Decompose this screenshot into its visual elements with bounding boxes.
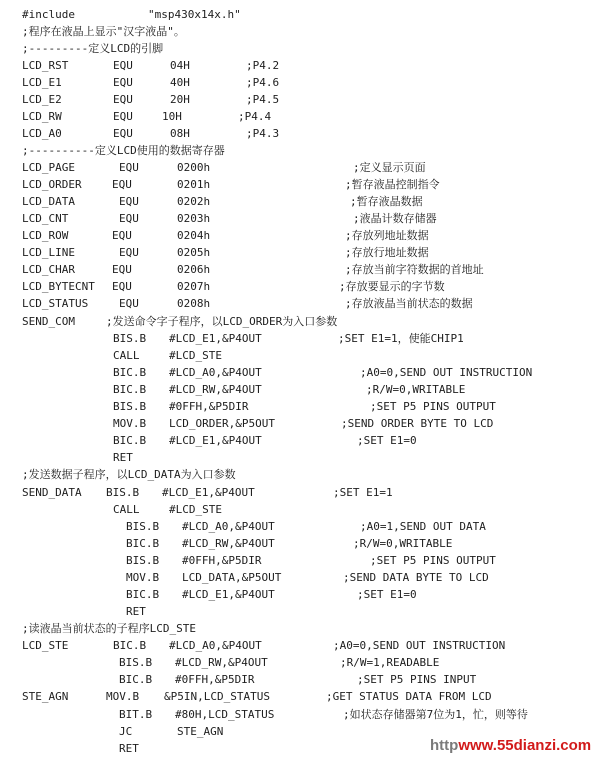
code-token: &P5IN,LCD_STATUS <box>164 690 270 703</box>
code-token: BIC.B <box>113 383 147 396</box>
code-token: #LCD_A0,&P4OUT <box>182 520 275 533</box>
code-token: BIS.B <box>119 656 153 669</box>
code-token: BIS.B <box>113 400 147 413</box>
code-token: 0206h <box>177 263 211 276</box>
code-token: ;定义显示页面 <box>353 161 426 174</box>
code-token: BIC.B <box>113 639 147 652</box>
code-token: BIS.B <box>113 332 147 345</box>
code-token: #LCD_RW,&P4OUT <box>182 537 275 550</box>
code-token: ;R/W=0,WRITABLE <box>353 537 453 550</box>
code-token: 0204h <box>177 229 211 242</box>
code-token: 0203h <box>177 212 211 225</box>
code-token: BIS.B <box>126 520 160 533</box>
code-token: EQU <box>112 178 132 191</box>
code-token: 08H <box>170 127 190 140</box>
code-token: ;SEND ORDER BYTE TO LCD <box>341 417 494 430</box>
code-token: EQU <box>119 246 139 259</box>
code-token: #LCD_A0,&P4OUT <box>169 366 262 379</box>
code-token: EQU <box>119 195 139 208</box>
code-token: ;SEND DATA BYTE TO LCD <box>343 571 489 584</box>
code-token: ;如状态存储器第7位为1，忙，则等待 <box>343 708 528 721</box>
code-token: ;P4.5 <box>246 93 280 106</box>
code-token: ;P4.4 <box>238 110 272 123</box>
code-token: LCD_E2 <box>22 93 62 106</box>
code-token: #LCD_E1,&P4OUT <box>169 434 262 447</box>
code-token: RET <box>126 605 146 618</box>
code-token: ;SET E1=1 <box>333 486 393 499</box>
code-token: LCD_CHAR <box>22 263 75 276</box>
code-token: 0201h <box>177 178 211 191</box>
code-token: EQU <box>112 229 132 242</box>
code-token: ;暂存液晶数据 <box>350 195 423 208</box>
code-token: SEND_COM <box>22 315 75 328</box>
code-token: #include <box>22 8 75 21</box>
code-token: LCD_PAGE <box>22 161 75 174</box>
code-token: LCD_A0 <box>22 127 62 140</box>
code-token: 0200h <box>177 161 211 174</box>
code-token: LCD_E1 <box>22 76 62 89</box>
code-token: ;存放列地址数据 <box>345 229 429 242</box>
code-token: #0FFH,&P5DIR <box>175 673 255 686</box>
code-token: #LCD_E1,&P4OUT <box>162 486 255 499</box>
code-token: ;SET P5 PINS OUTPUT <box>370 400 496 413</box>
code-token: JC <box>119 725 133 738</box>
code-token: #LCD_A0,&P4OUT <box>169 639 262 652</box>
code-token: LCD_DATA <box>22 195 75 208</box>
code-token: #LCD_RW,&P4OUT <box>175 656 268 669</box>
code-token: #LCD_STE <box>169 349 222 362</box>
code-token: LCD_STE <box>22 639 69 652</box>
code-token: 40H <box>170 76 190 89</box>
code-token: ;SET E1=0 <box>357 588 417 601</box>
code-token: ;A0=1,SEND OUT DATA <box>360 520 486 533</box>
code-token: 10H <box>162 110 182 123</box>
code-token: BIS.B <box>106 486 140 499</box>
code-token: MOV.B <box>126 571 160 584</box>
code-token: ;程序在液晶上显示"汉字液晶"。 <box>22 25 185 38</box>
code-token: #LCD_RW,&P4OUT <box>169 383 262 396</box>
code-token: LCD_RST <box>22 59 69 72</box>
code-token: ;P4.6 <box>246 76 280 89</box>
code-token: ;存放要显示的字节数 <box>339 280 445 293</box>
code-token: SEND_DATA <box>22 486 82 499</box>
code-token: "msp430x14x.h" <box>148 8 241 21</box>
code-token: EQU <box>119 297 139 310</box>
code-token: EQU <box>112 263 132 276</box>
code-token: EQU <box>119 161 139 174</box>
code-token: 0208h <box>177 297 211 310</box>
code-token: ;R/W=1,READABLE <box>340 656 440 669</box>
code-token: #80H,LCD_STATUS <box>175 708 275 721</box>
code-token: LCD_ROW <box>22 229 69 242</box>
code-token: LCD_LINE <box>22 246 75 259</box>
code-token: #0FFH,&P5DIR <box>182 554 262 567</box>
code-token: ;A0=0,SEND OUT INSTRUCTION <box>333 639 506 652</box>
code-token: ;---------定义LCD的引脚 <box>22 42 164 55</box>
code-token: LCD_STATUS <box>22 297 89 310</box>
code-token: #0FFH,&P5DIR <box>169 400 249 413</box>
code-token: ;SET P5 PINS INPUT <box>357 673 477 686</box>
code-token: 20H <box>170 93 190 106</box>
code-token: EQU <box>112 280 132 293</box>
code-token: BIT.B <box>119 708 153 721</box>
code-token: RET <box>119 742 139 755</box>
code-token: LCD_CNT <box>22 212 69 225</box>
code-token: BIC.B <box>126 588 160 601</box>
code-token: EQU <box>113 110 133 123</box>
code-token: ;读液晶当前状态的子程序LCD_STE <box>22 622 196 635</box>
code-token: LCD_BYTECNT <box>22 280 95 293</box>
code-token: ;----------定义LCD使用的数据寄存器 <box>22 144 225 157</box>
code-token: #LCD_STE <box>169 503 222 516</box>
code-token: STE_AGN <box>22 690 69 703</box>
code-token: MOV.B <box>113 417 147 430</box>
code-token: #LCD_E1,&P4OUT <box>182 588 275 601</box>
watermark-domain: www.55dianzi.com <box>458 737 592 754</box>
code-token: 0202h <box>177 195 211 208</box>
code-token: LCD_RW <box>22 110 62 123</box>
code-token: LCD_ORDER,&P5OUT <box>169 417 275 430</box>
code-token: ;液晶计数存储器 <box>353 212 437 225</box>
code-token: BIC.B <box>113 434 147 447</box>
code-token: CALL <box>113 503 140 516</box>
code-token: ;R/W=0,WRITABLE <box>366 383 466 396</box>
code-token: #LCD_E1,&P4OUT <box>169 332 262 345</box>
code-token: STE_AGN <box>177 725 224 738</box>
code-token: 0207h <box>177 280 211 293</box>
site-watermark <box>430 737 591 754</box>
code-token: BIC.B <box>113 366 147 379</box>
code-token: ;SET E1=0 <box>357 434 417 447</box>
code-token: ;暂存液晶控制指令 <box>345 178 440 191</box>
code-token: ;P4.3 <box>246 127 280 140</box>
code-token: EQU <box>113 127 133 140</box>
code-token: EQU <box>113 76 133 89</box>
code-token: BIC.B <box>126 537 160 550</box>
code-token: CALL <box>113 349 140 362</box>
code-token: ;存放行地址数据 <box>345 246 429 259</box>
code-token: ;P4.2 <box>246 59 280 72</box>
code-token: 04H <box>170 59 190 72</box>
code-token: ;GET STATUS DATA FROM LCD <box>326 690 492 703</box>
code-token: ;SET E1=1，使能CHIP1 <box>338 332 464 345</box>
code-token: RET <box>113 451 133 464</box>
code-token: MOV.B <box>106 690 140 703</box>
code-token: ;存放当前字符数据的首地址 <box>345 263 484 276</box>
code-token: LCD_ORDER <box>22 178 82 191</box>
watermark-prefix: http <box>430 737 459 754</box>
code-token: 0205h <box>177 246 211 259</box>
code-token: ;存放液晶当前状态的数据 <box>345 297 473 310</box>
code-token: LCD_DATA,&P5OUT <box>182 571 282 584</box>
code-token: EQU <box>113 93 133 106</box>
code-token: EQU <box>119 212 139 225</box>
code-token: ;发送数据子程序，以LCD_DATA为入口参数 <box>22 468 236 481</box>
code-token: ;SET P5 PINS OUTPUT <box>370 554 496 567</box>
code-token: BIC.B <box>119 673 153 686</box>
code-token: BIS.B <box>126 554 160 567</box>
code-token: ;A0=0,SEND OUT INSTRUCTION <box>360 366 533 379</box>
code-token: ;发送命令字子程序，以LCD_ORDER为入口参数 <box>106 315 338 328</box>
code-token: EQU <box>113 59 133 72</box>
